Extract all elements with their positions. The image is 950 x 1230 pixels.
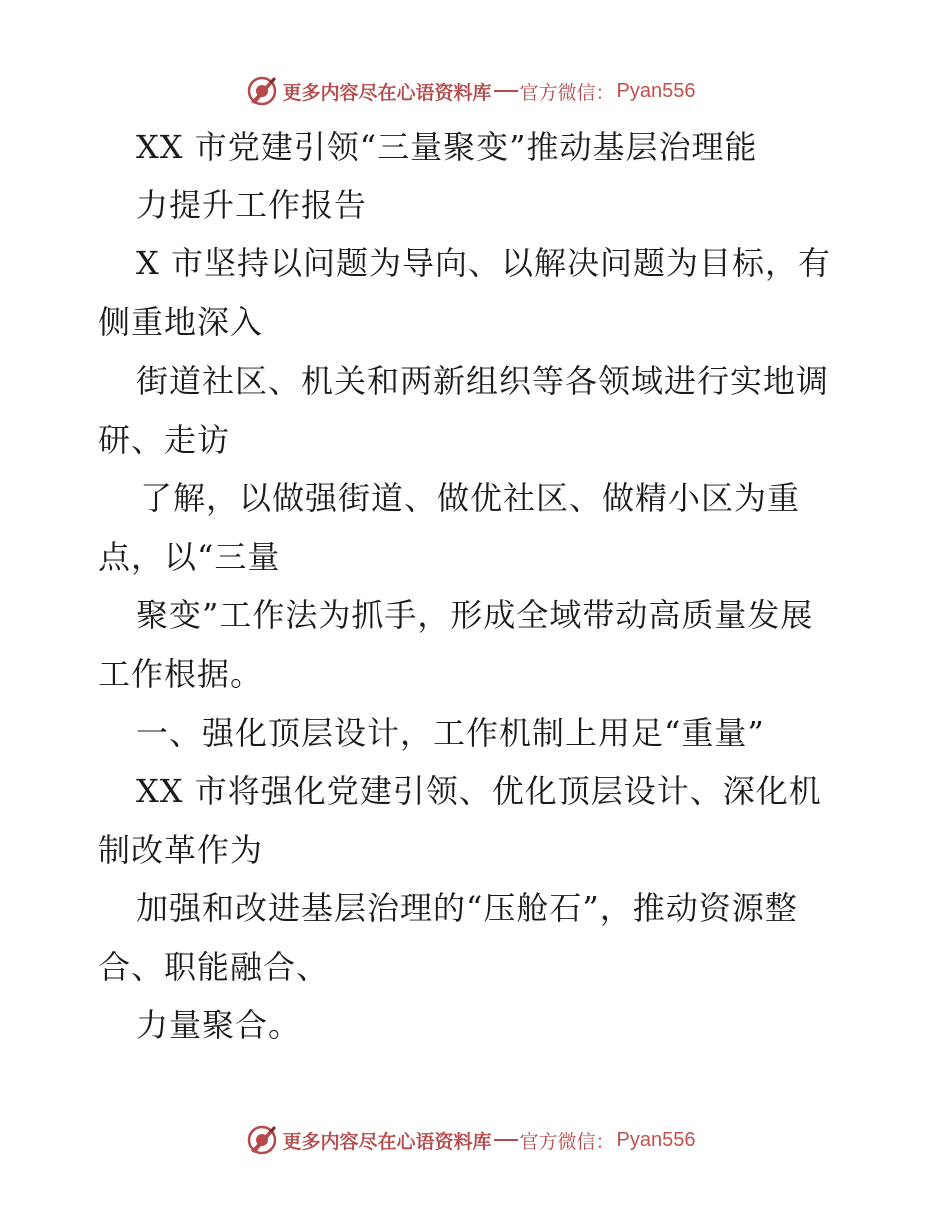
footer-banner — [0, 1120, 950, 1160]
body-line: XX 市将强化党建引领、优化顶层设计、深化机 — [136, 772, 822, 810]
body-line: 加强和改进基层治理的“压舱石”，推动资源整 — [136, 889, 798, 927]
banner-wechat-id: Pyan556 — [616, 79, 696, 102]
body-line: 合、职能融合、 — [98, 948, 330, 986]
brush-logo-icon — [245, 74, 279, 108]
document-title-line-2: 力提升工作报告 — [136, 186, 368, 224]
body-line: 了解，以做强街道、做优社区、做精小区为重 — [140, 479, 801, 517]
brush-logo-icon — [245, 1123, 279, 1157]
body-line: 点，以“三量 — [98, 538, 281, 576]
body-line: 街道社区、机关和两新组织等各领域进行实地调 — [136, 362, 830, 400]
body-line: 研、走访 — [98, 421, 231, 459]
body-line: 工作根据。 — [98, 655, 264, 693]
banner-wechat-label: 官方微信： — [519, 81, 615, 104]
section-heading: 一、强化顶层设计，工作机制上用足“重量” — [136, 714, 765, 752]
banner-wechat-id: Pyan556 — [616, 1128, 696, 1151]
body-line: 制改革作为 — [98, 831, 264, 869]
banner-site-name: 更多内容尽在心语资料库 — [282, 1130, 492, 1153]
header-banner — [0, 71, 950, 111]
banner-wechat-label: 官方微信： — [519, 1130, 615, 1153]
document-title-line-1: XX 市党建引领“三量聚变”推动基层治理能 — [136, 128, 758, 166]
body-line: 力量聚合。 — [136, 1006, 302, 1044]
body-line: 聚变”工作法为抓手，形成全域带动高质量发展 — [136, 596, 814, 634]
body-line: X 市坚持以问题为导向、以解决问题为目标，有 — [136, 244, 831, 282]
banner-dash — [494, 1139, 518, 1141]
banner-dash — [494, 90, 518, 92]
body-line: 侧重地深入 — [98, 303, 264, 341]
banner-site-name: 更多内容尽在心语资料库 — [282, 81, 492, 104]
